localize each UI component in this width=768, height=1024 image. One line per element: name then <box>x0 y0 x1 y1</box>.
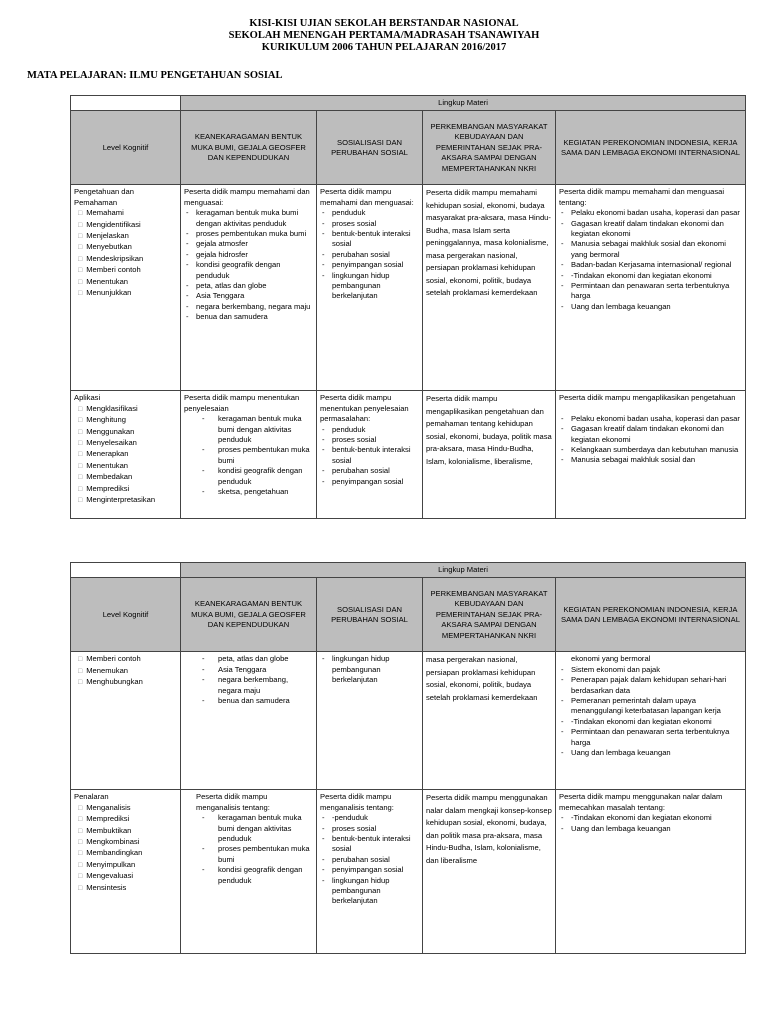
item-list <box>184 813 313 886</box>
list-item: □ Menunjukkan <box>78 288 177 299</box>
item-list <box>559 208 742 312</box>
list-item: □ Membandingkan <box>78 848 177 859</box>
sejarah-cell: masa pergerakan nasional, persiapan proklamasi kehidupan sosial, ekonomi, politik, budaya setelah proklamasi kemerdekaan <box>423 652 556 790</box>
list-item: □ Menghitung <box>78 415 177 426</box>
list-item: - keragaman bentuk muka bumi dengan aktivitas penduduk <box>184 208 313 229</box>
cognitive-list <box>74 803 177 894</box>
lingkup-materi-header: Lingkup Materi <box>181 563 746 578</box>
geografi-cell <box>181 652 317 790</box>
list-item: □ Menerapkan <box>78 449 177 460</box>
list-item: - penyimpangan sosial <box>320 865 419 875</box>
cell-intro: Peserta didik mampu menganalisis tentang: <box>196 792 270 812</box>
list-item: - Badan-badan Kerjasama internasional/ regional <box>559 260 742 270</box>
sosialisasi-cell <box>317 790 423 954</box>
header-line-1: KISI-KISI UJIAN SEKOLAH BERSTANDAR NASIONAL <box>249 18 519 29</box>
document-header <box>0 18 768 54</box>
ekonomi-cell <box>556 391 746 519</box>
cell-intro: Peserta didik mampu memahami dan menguasai tentang: <box>559 187 725 207</box>
item-list <box>559 813 742 834</box>
list-item: □ Menyimpulkan <box>78 860 177 871</box>
list-item: - lingkungan hidup pembangunan berkelanjutan <box>320 271 419 302</box>
list-item: - penduduk <box>320 208 419 218</box>
item-list <box>184 414 313 497</box>
list-item: □ Menganalisis <box>78 803 177 814</box>
list-item: - proses pembentukan muka bumi <box>184 445 313 466</box>
list-item: - Asia Tenggara <box>184 291 313 301</box>
list-item: □ Menentukan <box>78 461 177 472</box>
list-item: □ Memprediksi <box>78 814 177 825</box>
list-item: - negara berkembang, negara maju <box>184 675 313 696</box>
header-blank-cell <box>71 563 181 578</box>
list-item: □ Memprediksi <box>78 484 177 495</box>
header-line-3: KURIKULUM 2006 TAHUN PELAJARAN 2016/2017 <box>261 42 507 53</box>
list-item: - Pelaku ekonomi badan usaha, koperasi dan pasar <box>559 414 742 424</box>
list-item: - negara berkembang, negara maju <box>184 302 313 312</box>
list-item: □ Menginterpretasikan <box>78 495 177 506</box>
item-list <box>559 414 742 466</box>
list-item: - Manusia sebagai makhluk sosial dan <box>559 455 742 465</box>
column-header-ekonomi: KEGIATAN PEREKONOMIAN INDONESIA, KERJA SAMA DAN LEMBAGA EKONOMI INTERNASIONAL <box>556 111 746 185</box>
ekonomi-cell <box>556 652 746 790</box>
list-item: - proses sosial <box>320 435 419 445</box>
item-list <box>184 208 313 322</box>
list-item: □ Menyebutkan <box>78 242 177 253</box>
list-item: - Penerapan pajak dalam kehidupan sehari-hari berdasarkan data <box>559 675 742 696</box>
list-item: - Kelangkaan sumberdaya dan kebutuhan manusia <box>559 445 742 455</box>
item-list <box>559 665 742 759</box>
cognitive-list <box>74 654 177 688</box>
cell-intro: Peserta didik mampu mengaplikasikan pengetahuan <box>559 393 736 403</box>
list-item: - bentuk-bentuk interaksi sosial <box>320 834 419 855</box>
list-item: - lingkungan hidup pembangunan berkelanjutan <box>320 654 419 685</box>
column-header-sosialisasi: SOSIALISASI DAN PERUBAHAN SOSIAL <box>317 578 423 652</box>
list-item: □ Memberi contoh <box>78 654 177 665</box>
list-item: - kondisi geografik dengan penduduk <box>184 466 313 487</box>
list-item: - lingkungan hidup pembangunan berkelanjutan <box>320 876 419 907</box>
level-cell <box>71 391 181 519</box>
cell-intro: Peserta didik mampu menentukan penyelesaian <box>184 393 300 413</box>
lingkup-materi-header: Lingkup Materi <box>181 96 746 111</box>
sosialisasi-cell <box>317 652 423 790</box>
subject-title: MATA PELAJARAN: ILMU PENGETAHUAN SOSIAL <box>27 70 283 81</box>
list-item: □ Membedakan <box>78 472 177 483</box>
list-item: - gejala hidrosfer <box>184 250 313 260</box>
list-item: - benua dan samudera <box>184 696 313 706</box>
list-item: - -Tindakan ekonomi dan kegiatan ekonomi <box>559 717 742 727</box>
list-item: - bentuk-bentuk interaksi sosial <box>320 229 419 250</box>
header-blank-cell <box>71 96 181 111</box>
list-item: - Gagasan kreatif dalam tindakan ekonomi dan kegiatan ekonomi <box>559 219 742 240</box>
list-item: - Gagasan kreatif dalam tindakan ekonomi dan kegiatan ekonomi <box>559 424 742 445</box>
column-header-geografi: KEANEKARAGAMAN BENTUK MUKA BUMI, GEJALA GEOSFER DAN KEPENDUDUKAN <box>181 111 317 185</box>
column-header-sejarah: PERKEMBANGAN MASYARAKAT KEBUDAYAAN DAN PEMERINTAHAN SEJAK PRA-AKSARA SAMPAI DENGAN MEMPERTAHANKAN NKRI <box>423 111 556 185</box>
list-item: - peta, atlas dan globe <box>184 654 313 664</box>
cell-intro: Peserta didik mampu menentukan penyelesaian permasalahan: <box>320 393 409 424</box>
kisi-table-2 <box>70 562 746 954</box>
list-item: □ Menggunakan <box>78 427 177 438</box>
sejarah-cell: Peserta didik mampu menggunakan nalar dalam mengkaji konsep-konsep kehidupan sosial, ekonomi, budaya, dan politik masa pra-aksara, masa Hindu-Budha, Islam, kolonialisme, dan liberalisme <box>423 790 556 954</box>
table-row <box>71 790 746 954</box>
level-kognitif-header: Level Kognitif <box>71 578 181 652</box>
cognitive-list <box>74 404 177 507</box>
level-name: Aplikasi <box>74 393 101 403</box>
list-item: □ Menyelesaikan <box>78 438 177 449</box>
list-item: - proses pembentukan muka bumi <box>184 229 313 239</box>
list-item: - penduduk <box>320 425 419 435</box>
item-list <box>320 813 419 907</box>
list-item: □ Mengidentifikasi <box>78 220 177 231</box>
list-item: - peta, atlas dan globe <box>184 281 313 291</box>
list-item: - Pelaku ekonomi badan usaha, koperasi dan pasar <box>559 208 742 218</box>
level-name: Pengetahuan dan Pemahaman <box>74 187 134 207</box>
cell-intro: Peserta didik mampu memahami dan menguasai: <box>320 187 414 207</box>
item-list <box>320 654 419 685</box>
ekonomi-cell <box>556 790 746 954</box>
level-cell <box>71 652 181 790</box>
list-item: - Permintaan dan penawaran serta terbentuknya harga <box>559 727 742 748</box>
header-line-2: SEKOLAH MENENGAH PERTAMA/MADRASAH TSANAWIYAH <box>228 30 540 41</box>
list-item: - penyimpangan sosial <box>320 260 419 270</box>
cognitive-list <box>74 208 177 299</box>
level-cell <box>71 790 181 954</box>
list-item: □ Mengkombinasi <box>78 837 177 848</box>
list-item: - Uang dan lembaga keuangan <box>559 302 742 312</box>
list-item: - Uang dan lembaga keuangan <box>559 748 742 758</box>
list-item: □ Menjelaskan <box>78 231 177 242</box>
list-item: □ Mengevaluasi <box>78 871 177 882</box>
ekonomi-cell <box>556 185 746 391</box>
table-row <box>71 185 746 391</box>
item-list <box>320 425 419 487</box>
list-item: - Asia Tenggara <box>184 665 313 675</box>
list-item: □ Mengklasifikasi <box>78 404 177 415</box>
column-header-sejarah: PERKEMBANGAN MASYARAKAT KEBUDAYAAN DAN PEMERINTAHAN SEJAK PRA-AKSARA SAMPAI DENGAN MEMPERTAHANKAN NKRI <box>423 578 556 652</box>
list-item: □ Menemukan <box>78 666 177 677</box>
sosialisasi-cell <box>317 185 423 391</box>
list-item: - keragaman bentuk muka bumi dengan aktivitas penduduk <box>184 813 313 844</box>
list-item: - Sistem ekonomi dan pajak <box>559 665 742 675</box>
sosialisasi-cell <box>317 391 423 519</box>
column-header-geografi: KEANEKARAGAMAN BENTUK MUKA BUMI, GEJALA GEOSFER DAN KEPENDUDUKAN <box>181 578 317 652</box>
list-item: - Permintaan dan penawaran serta terbentuknya harga <box>559 281 742 302</box>
sejarah-cell: Peserta didik mampu memahami kehidupan sosial, ekonomi, budaya masyarakat pra-aksara, masa Hindu-Budha, masa Islam serta peninggalannya, masa kolonialisme, masa pergerakan nasional, persiapan proklamasi kehidupan sosial, ekonomi, politik, budaya setelah proklamasi kemerdekaan <box>423 185 556 391</box>
cell-intro: Peserta didik mampu menganalisis tentang: <box>320 792 394 812</box>
geografi-cell <box>181 185 317 391</box>
table-row <box>71 391 746 519</box>
list-item: - perubahan sosial <box>320 855 419 865</box>
list-item: □ Memberi contoh <box>78 265 177 276</box>
list-item: - penyimpangan sosial <box>320 477 419 487</box>
item-list <box>320 208 419 302</box>
list-item: - kondisi geografik dengan penduduk <box>184 865 313 886</box>
level-cell <box>71 185 181 391</box>
list-item: - -Tindakan ekonomi dan kegiatan ekonomi <box>559 271 742 281</box>
list-item: - -penduduk <box>320 813 419 823</box>
list-item: □ Membuktikan <box>78 826 177 837</box>
list-item: - Manusia sebagai makhluk sosial dan ekonomi yang bermoral <box>559 239 742 260</box>
geografi-cell <box>181 790 317 954</box>
list-item: □ Menghubungkan <box>78 677 177 688</box>
list-item: - Pemeranan pemerintah dalam upaya menanggulangi keterbatasan lapangan kerja <box>559 696 742 717</box>
list-item: □ Memahami <box>78 208 177 219</box>
level-name: Penalaran <box>74 792 109 802</box>
list-item: - -Tindakan ekonomi dan kegiatan ekonomi <box>559 813 742 823</box>
list-item: - gejala atmosfer <box>184 239 313 249</box>
cell-intro: Peserta didik mampu memahami dan menguasai: <box>184 187 310 207</box>
list-item: - proses sosial <box>320 824 419 834</box>
list-item: - proses pembentukan muka bumi <box>184 844 313 865</box>
column-header-ekonomi: KEGIATAN PEREKONOMIAN INDONESIA, KERJA SAMA DAN LEMBAGA EKONOMI INTERNASIONAL <box>556 578 746 652</box>
geografi-cell <box>181 391 317 519</box>
list-item: □ Mensintesis <box>78 883 177 894</box>
list-item: - proses sosial <box>320 219 419 229</box>
list-item: - Uang dan lembaga keuangan <box>559 824 742 834</box>
table-row <box>71 652 746 790</box>
list-item: - sketsa, pengetahuan <box>184 487 313 497</box>
list-item: - kondisi geografik dengan penduduk <box>184 260 313 281</box>
list-item: - keragaman bentuk muka bumi dengan aktivitas penduduk <box>184 414 313 445</box>
list-item: □ Mendeskripsikan <box>78 254 177 265</box>
list-item: - bentuk-bentuk interaksi sosial <box>320 445 419 466</box>
list-item: - perubahan sosial <box>320 250 419 260</box>
list-item: - benua dan samudera <box>184 312 313 322</box>
item-list <box>184 654 313 706</box>
sejarah-cell: Peserta didik mampu mengaplikasikan pengetahuan dan pemahaman tentang kehidupan sosial, ekonomi, budaya, politik masa pra-aksara, masa Hindu-Budha, Islam, kolonialisme, liberalisme, <box>423 391 556 519</box>
kisi-table-1 <box>70 95 746 519</box>
cell-intro: Peserta didik mampu menggunakan nalar dalam memecahkan masalah tentang: <box>559 792 723 812</box>
level-kognitif-header: Level Kognitif <box>71 111 181 185</box>
list-item: - perubahan sosial <box>320 466 419 476</box>
cell-intro: ekonomi yang bermoral <box>571 654 651 664</box>
column-header-sosialisasi: SOSIALISASI DAN PERUBAHAN SOSIAL <box>317 111 423 185</box>
list-item: □ Menentukan <box>78 277 177 288</box>
